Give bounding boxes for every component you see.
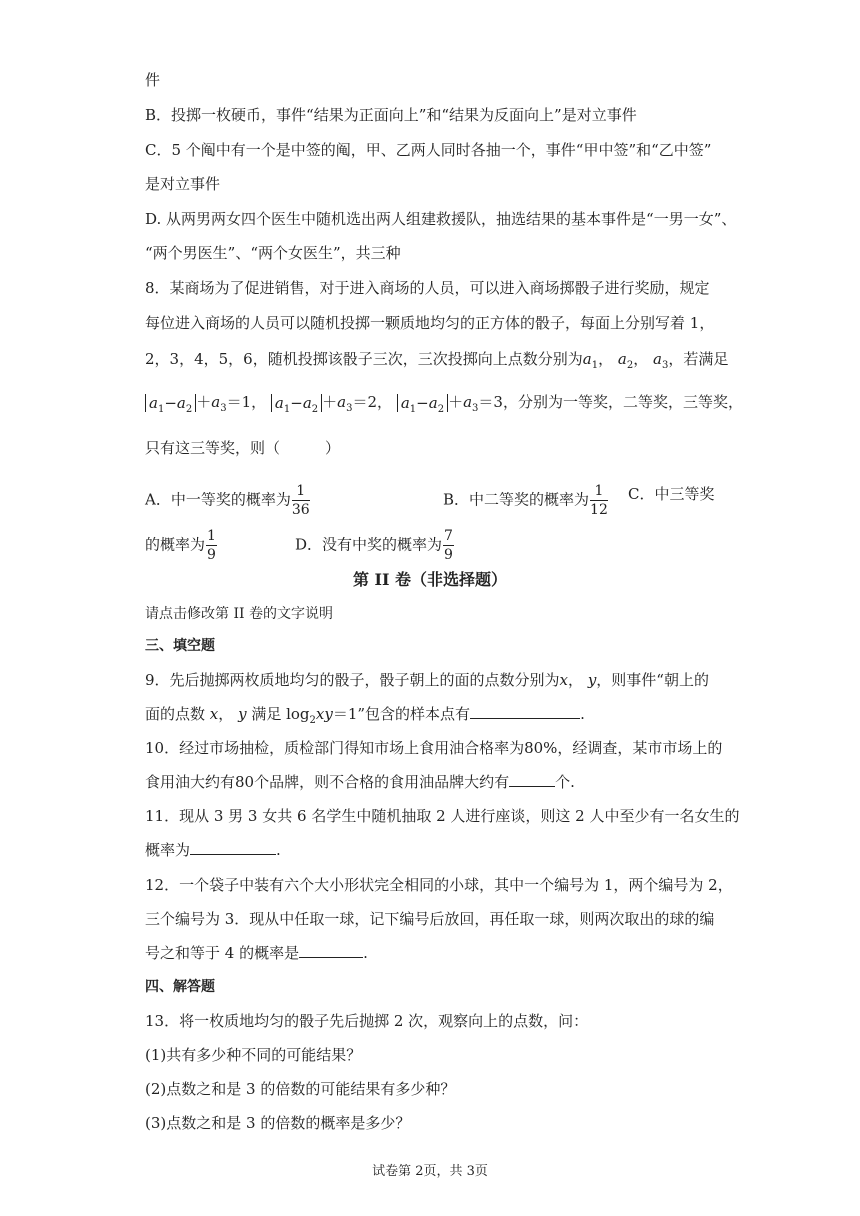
heading-answer: 四、解答题 [145,979,215,995]
page-footer: 试卷第 2页，共 3页 [372,1164,488,1179]
option-d-text: D. 从两男两女四个医生中随机选出两人组建救援队，抽选结果的基本事件是“一男一女”、 [145,210,737,228]
fraction: $\frac{7}{9}$ [444,528,453,563]
question-8-formula: $a_1-a_2 +a_3=1$， $a_1-a_2 +a_3=2$， $a_1-a_2 +a_3=3$，分别为一等奖，二等奖，三等奖， [145,392,743,419]
fraction: $\frac{1}{36}$ [291,483,310,518]
question-10-text: 10．经过市场抽检，质检部门得知市场上食用油合格率为80%，经调查，某市市场上的 [145,739,723,757]
question-8-text: 8．某商场为了促进销售，对于进入商场的人员，可以进入商场掷骰子进行奖励，规定 [145,279,710,297]
question-13-part-3: (3)点数之和是 3 的倍数的概率是多少？ [145,1114,411,1132]
question-11-text: 概率为 . [145,841,281,859]
answer-blank [509,772,555,787]
option-b-text: B．投掷一枚硬币，事件“结果为正面向上”和“结果为反面向上”是对立事件 [145,106,637,124]
section-title: 第 II 卷（非选择题） [352,570,508,589]
question-8-text: 只有这三等奖，则（ ） [145,439,341,457]
answer-blank [299,943,363,958]
question-12-text: 三个编号为 3．现从中任取一球，记下编号后放回，再任取一球，则两次取出的球的编 [145,910,715,928]
heading-fill-blank: 三、填空题 [145,638,215,654]
question-13-part-2: (2)点数之和是 3 的倍数的可能结果有多少种？ [145,1080,456,1098]
option-c-cont: 的概率为 $\frac{1}{9}$ [145,528,216,563]
option-a: A．中一等奖的概率为 $\frac{1}{36}$ [145,483,310,518]
question-12-text: 号之和等于 4 的概率是 . [145,944,368,962]
option-b: B．中二等奖的概率为 $\frac{1}{12}$ [443,483,608,518]
question-9-text: 面的点数 x， y 满足 $\log_2xy=1$”包含的样本点有 . [145,705,585,726]
question-12-text: 12．一个袋子中装有六个大小形状完全相同的小球，其中一个编号为 1，两个编号为 2， [145,876,733,894]
option-c: C．中三等奖 [628,485,715,503]
question-10-text: 食用油大约有80个品牌，则不合格的食用油品牌大约有 个. [145,773,575,791]
question-9-text: 9．先后抛掷两枚质地均匀的骰子，骰子朝上的面的点数分别为x， y，则事件“朝上的 [145,671,709,689]
question-8-text: 每位进入商场的人员可以随机投掷一颗质地均匀的正方体的骰子，每面上分别写着 1， [145,314,715,332]
question-13-part-1: (1)共有多少种不同的可能结果？ [145,1046,362,1064]
option-c-text: C．5 个阄中有一个是中签的阄，甲、乙两人同时各抽一个，事件“甲中签”和“乙中签” [145,141,712,159]
fraction: $\frac{1}{9}$ [207,528,216,563]
answer-blank [470,704,580,719]
question-11-text: 11．现从 3 男 3 女共 6 名学生中随机抽取 2 人进行座谈，则这 2 人中至少有一名女生的 [145,807,740,825]
fraction: $\frac{1}{12}$ [590,483,608,518]
question-8-text: 2，3，4，5，6，随机投掷该骰子三次，三次投掷向上点数分别为$a_1$， $a_2$， $a_3$，若满足 [145,350,729,371]
text-line: 是对立事件 [145,175,221,193]
answer-blank [190,840,276,855]
text-line: “两个男医生”、“两个女医生”，共三种 [145,244,401,262]
section-note: 请点击修改第 II 卷的文字说明 [145,606,333,622]
option-d: D．没有中奖的概率为 $\frac{7}{9}$ [295,528,453,563]
text-line: 件 [145,71,161,89]
question-13-text: 13．将一枚质地均匀的骰子先后抛掷 2 次，观察向上的点数，问： [145,1012,589,1030]
